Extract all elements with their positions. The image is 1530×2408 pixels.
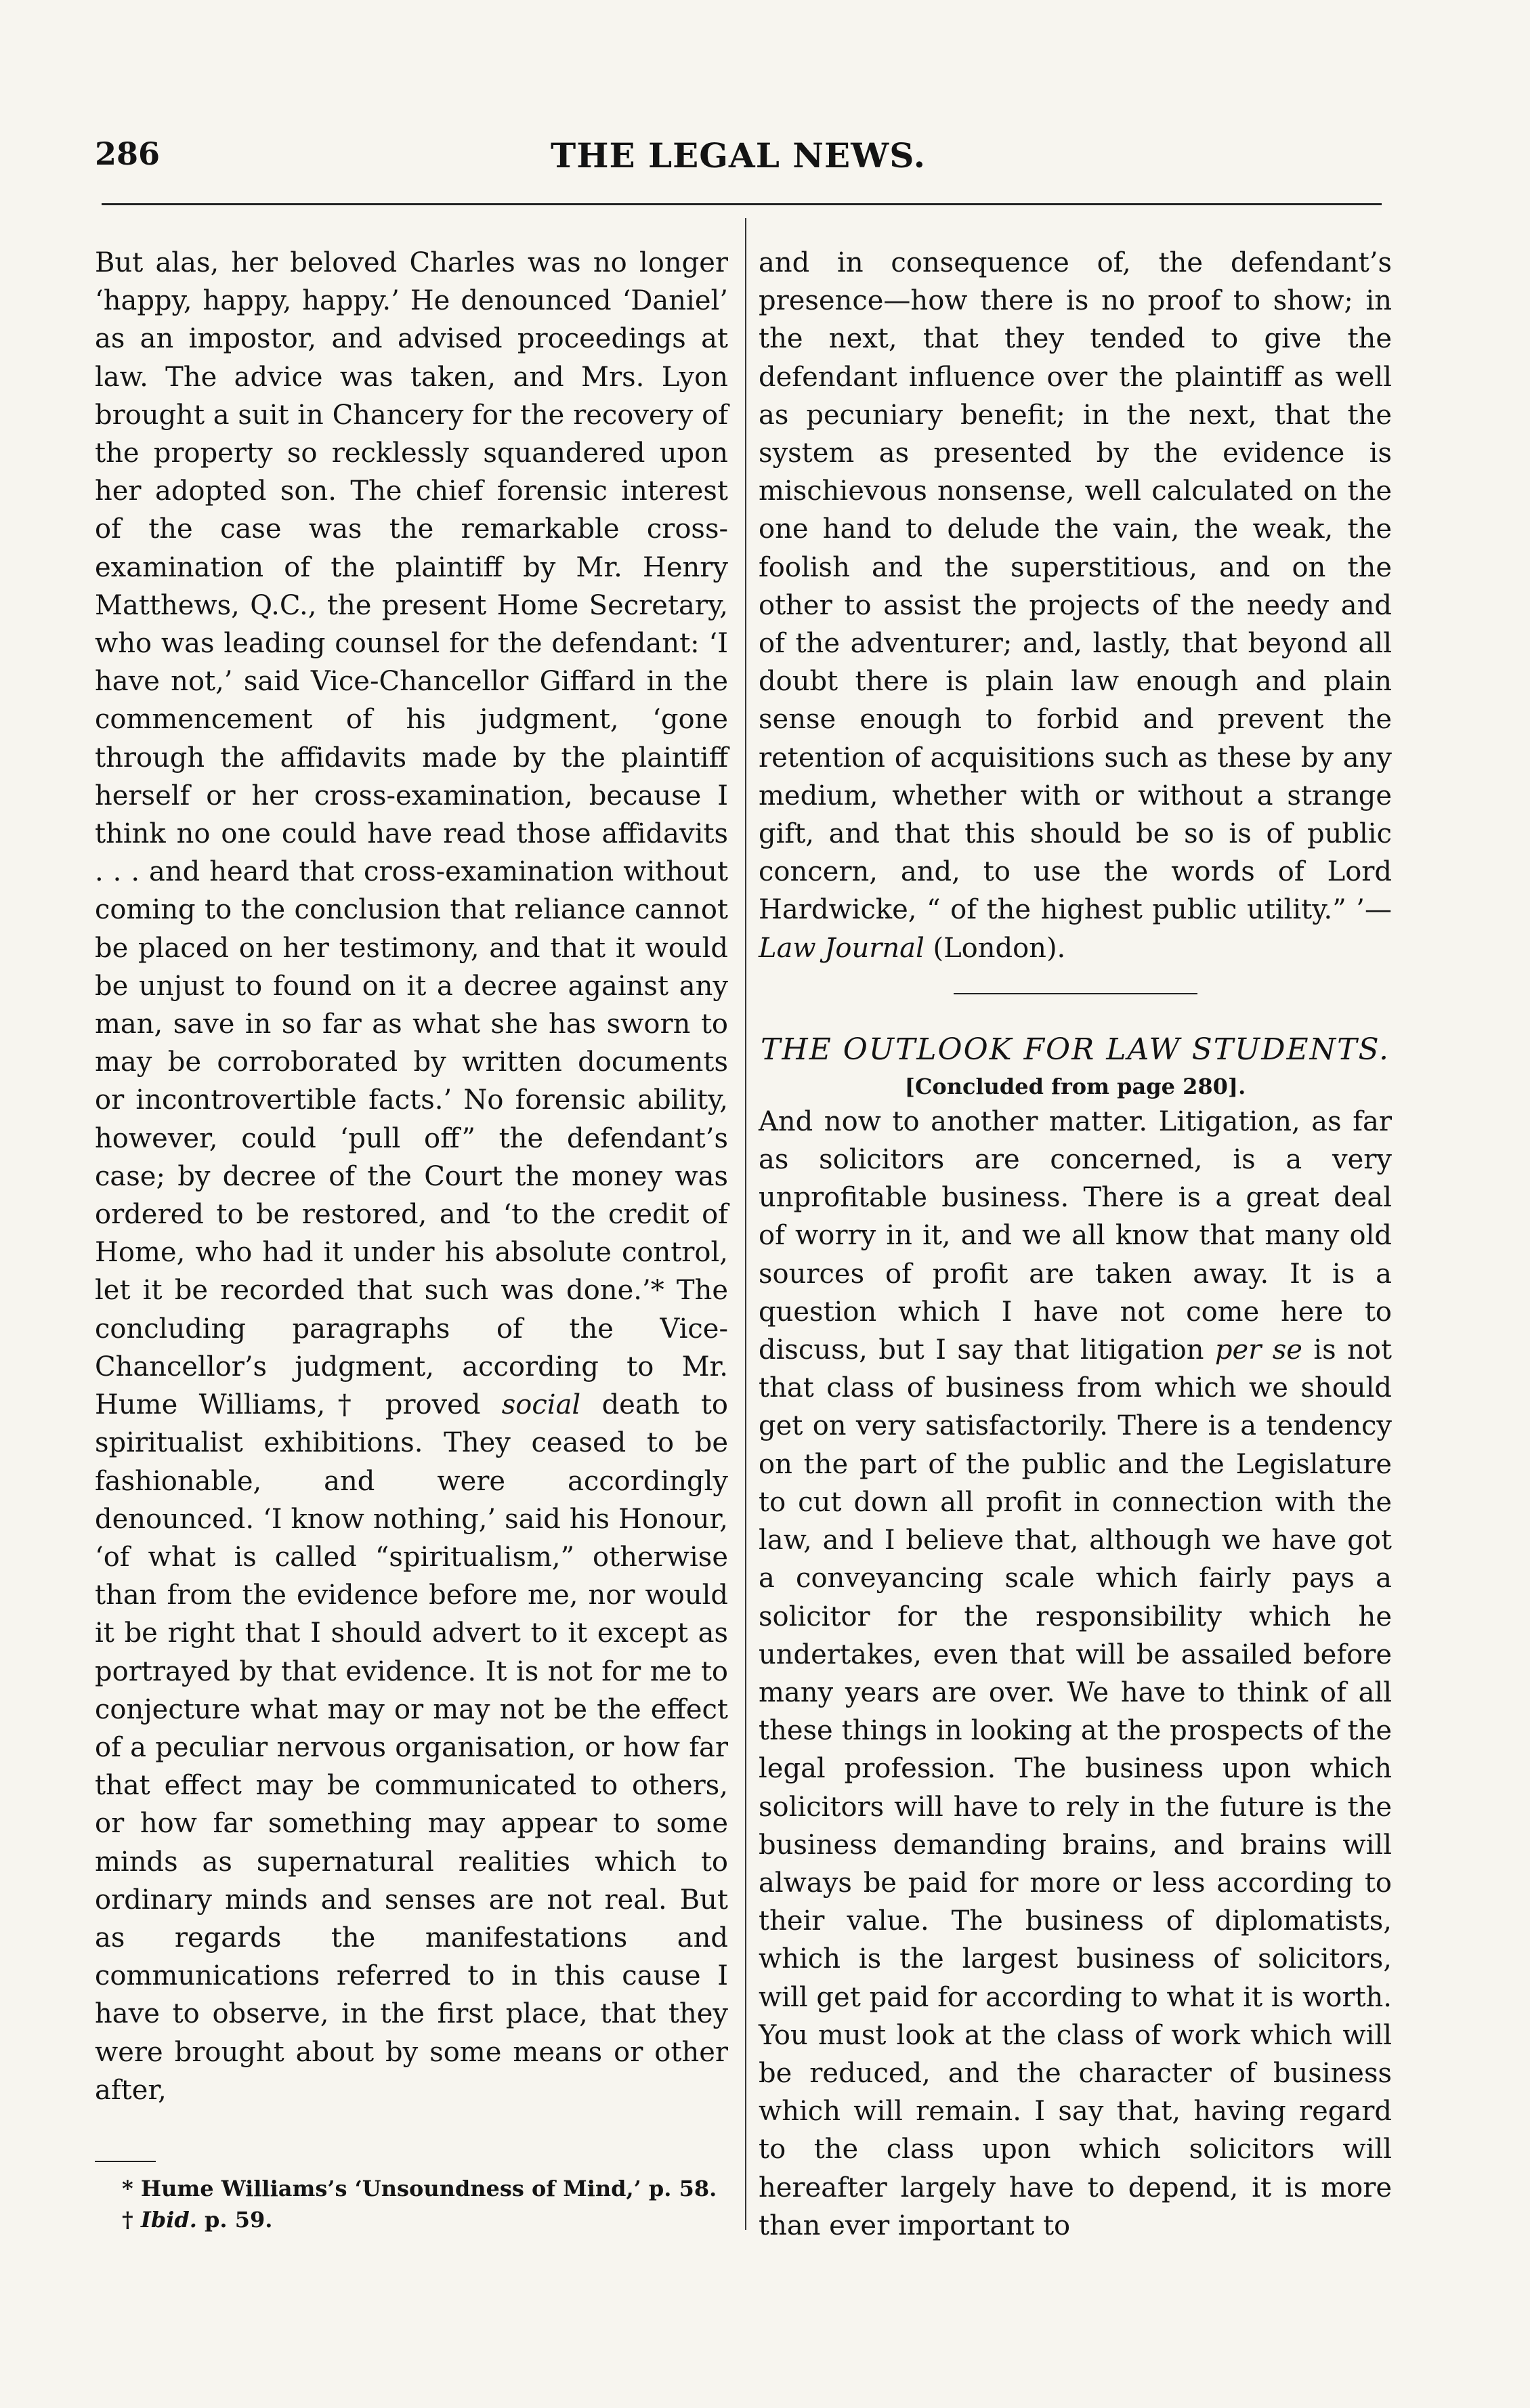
right-column <box>759 244 1392 2245</box>
right-text-1: and in consequence of, the defendant’s presence—how there is no proof to show; in the next, that they tended to give the defendant influence over the plaintiff as well as pecuniary benefit; in the next, that the system as presented by the evidence is mischievous nonsense, well calculated on the one hand to delude the vain, the weak, the foolish and the superstitious, and on the other to assist the projects of the needy and of the adventurer; and, lastly, that beyond all doubt there is plain law enough and plain sense enough to forbid and prevent the retention of acquisitions such as these by any medium, whether with or without a strange gift, and that this should be so is of public concern, and, to use the words of Lord Hardwicke, “ of the highest public utility.” ’— <box>759 247 1392 926</box>
footnote-rule <box>95 2161 156 2162</box>
column-divider <box>745 218 746 2230</box>
right-text-2a: And now to another matter. Litigation, as far as solicitors are concerned, is a very unprofitable business. There is a great deal of worry in it, and we all know that many old sources of profit are taken away. It is a question which I have not come here to discuss, but I say that litigation <box>759 1105 1392 1366</box>
footnote-2-ibid: Ibid. <box>140 2207 197 2233</box>
footnote-1: * Hume Williams’s ‘Unsoundness of Mind,’ p. 58. <box>122 2176 717 2201</box>
right-paragraph-2 <box>759 1103 1392 2245</box>
emphasis-social: social <box>501 1389 581 1421</box>
section-title: THE OUTLOOK FOR LAW STUDENTS. <box>760 1032 1390 1067</box>
footnote-2-mark: † <box>122 2207 141 2233</box>
footnote-2 <box>122 2204 728 2235</box>
right-text-2b: is not that class of business from which we should get on very satisfactorily. There is a tendency on the part of the public and the Legislature to cut down all profit in connection with the law, and I believe that, although we have got a conveyancing scale which fairly pays a solicitor for the responsibility which he undertakes, even that will be assailed before many years are over. We have to think of all these things in looking at the prospects of the legal profession. The business upon which solicitors will have to rely in the future is the business demanding brains, and brains will always be paid for more or less according to their value. The business of diplomatists, which is the largest business of solicitors, will get paid for according to what it is worth. You must look at the class of work which will be reduced, and the character of business which will remain. I say that, having regard to the class upon which solicitors will hereafter largely have to depend, it is more than ever important to <box>759 1334 1392 2241</box>
right-paragraph-1 <box>759 244 1392 967</box>
section-separator <box>954 993 1197 994</box>
header-rule <box>102 203 1382 205</box>
source-suffix: (London). <box>924 932 1066 964</box>
left-text-2: death to spiritualist exhibitions. They ceased to be fashionable, and were accordingly denounced. ‘I know nothing,’ said his Honour, ‘of what is called “spiritualism,” otherwise than from the evidence before me, nor would it be right that I should advert to it except as portrayed by that evidence. It is not for me to conjecture what may or may not be the effect of a peculiar nervous organisation, or how far that effect may be communicated to others, or how far something may appear to some minds as supernatural realities which to ordinary minds and senses are not real. But as regards the manifestations and communications referred to in this cause I have to observe, in the first place, that they were brought about by some means or other after, <box>95 1389 729 2106</box>
left-paragraph <box>95 244 728 2109</box>
source-law-journal: Law Journal <box>759 932 925 964</box>
footnotes <box>95 2161 728 2235</box>
section-subtitle: [Concluded from page 280]. <box>904 1073 1246 1099</box>
page-header <box>95 135 1382 190</box>
left-column <box>95 244 728 2109</box>
left-text-1: But alas, her beloved Charles was no longer ‘happy, happy, happy.’ He denounced ‘Daniel’ as an impostor, and advised proceedings at law. The advice was taken, and Mrs. Lyon brought a suit in Chancery for the recovery of the property so recklessly squandered upon her adopted son. The chief forensic interest of the case was the remarkable cross-examination of the plaintiff by Mr. Henry Matthews, Q.C., the present Home Secretary, who was leading counsel for the defendant: ‘I have not,’ said Vice-Chancellor Giffard in the commencement of his judgment, ‘gone through the affidavits made by the plaintiff herself or her cross-examination, because I think no one could have read those affidavits . . . and heard that cross-examination without coming to the conclusion that reliance cannot be placed on her testimony, and that it would be unjust to found on it a decree against any man, save in so far as what she has sworn to may be corroborated by written documents or incontrovertible facts.’ No forensic ability, however, could ‘pull off” the defendant’s case; by decree of the Court the money was ordered to be restored, and ‘to the credit of Home, who had it under his absolute control, let it be recorded that such was done.’* The concluding paragraphs of the Vice-Chancellor’s judgment, according to Mr. Hume Williams,† proved <box>95 247 728 1421</box>
footnote-2-rest: p. 59. <box>196 2207 273 2233</box>
emphasis-per-se: per se <box>1214 1334 1302 1366</box>
page-number: 286 <box>95 135 161 172</box>
running-title: THE LEGAL NEWS. <box>551 135 926 175</box>
